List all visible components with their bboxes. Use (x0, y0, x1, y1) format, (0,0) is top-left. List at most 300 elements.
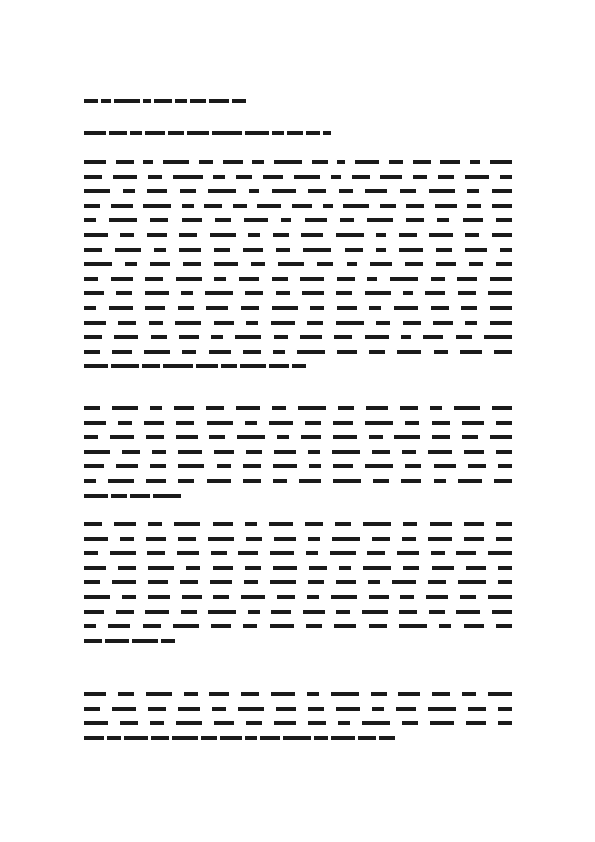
word-block (287, 131, 303, 135)
text-line (84, 129, 450, 137)
word-block (402, 721, 418, 725)
word-block (186, 566, 200, 570)
text-line (84, 260, 512, 268)
word-block (84, 406, 100, 410)
word-block (177, 551, 199, 555)
word-block (490, 306, 512, 310)
word-block (456, 335, 472, 339)
word-block (488, 291, 512, 295)
word-block (372, 537, 390, 541)
word-block (389, 160, 403, 164)
paragraph-4 (84, 690, 512, 748)
word-block (271, 610, 291, 614)
word-block (369, 435, 383, 439)
word-block (123, 189, 135, 193)
word-block (213, 566, 233, 570)
word-block (246, 721, 262, 725)
word-block (248, 610, 260, 614)
word-block (334, 335, 352, 339)
word-block (488, 595, 512, 599)
word-block (151, 335, 167, 339)
word-block (175, 99, 187, 103)
word-block (178, 479, 194, 483)
word-block (303, 610, 325, 614)
word-block (343, 204, 369, 208)
word-block (362, 721, 390, 725)
word-block (180, 189, 196, 193)
word-block (120, 537, 134, 541)
word-block (402, 537, 416, 541)
word-block (403, 522, 417, 526)
text-line (84, 158, 512, 166)
word-block (369, 350, 385, 354)
word-block (145, 610, 169, 614)
word-block (314, 736, 328, 740)
word-block (213, 522, 233, 526)
word-block (401, 479, 421, 483)
word-block (330, 551, 356, 555)
word-block (269, 421, 293, 425)
word-block (213, 175, 225, 179)
word-block (401, 335, 411, 339)
text-line (84, 719, 512, 727)
word-block (120, 721, 138, 725)
text-line (84, 362, 512, 370)
word-block (429, 189, 455, 193)
text-line (84, 419, 512, 427)
word-block (199, 160, 213, 164)
word-block (301, 233, 323, 237)
word-block (335, 522, 351, 526)
word-block (114, 99, 140, 103)
word-block (206, 406, 224, 410)
word-block (174, 522, 200, 526)
word-block (84, 99, 98, 103)
word-block (269, 522, 293, 526)
word-block (454, 406, 480, 410)
word-block (492, 610, 512, 614)
word-block (84, 566, 106, 570)
word-block (308, 580, 324, 584)
word-block (369, 306, 381, 310)
word-block (206, 306, 228, 310)
word-block (272, 131, 284, 135)
word-block (464, 624, 484, 628)
word-block (337, 306, 357, 310)
word-block (272, 306, 298, 310)
word-block (180, 580, 198, 584)
word-block (145, 277, 163, 281)
word-block (376, 233, 386, 237)
word-block (84, 707, 100, 711)
word-block (116, 610, 134, 614)
word-block (428, 580, 446, 584)
word-block (339, 189, 353, 193)
word-block (270, 551, 294, 555)
word-block (161, 639, 175, 643)
text-line (84, 202, 512, 210)
word-block (492, 204, 512, 208)
word-block (271, 692, 295, 696)
word-block (244, 580, 258, 584)
paragraph-3 (84, 520, 512, 651)
word-block (331, 175, 341, 179)
word-block (336, 580, 356, 584)
word-block (465, 321, 477, 325)
word-block (380, 175, 402, 179)
word-block (184, 692, 198, 696)
word-block (301, 435, 321, 439)
word-block (245, 131, 269, 135)
word-block (109, 306, 133, 310)
word-block (307, 595, 319, 599)
word-block (283, 736, 311, 740)
word-block (333, 479, 361, 483)
word-block (245, 522, 257, 526)
word-block (281, 218, 291, 222)
word-block (147, 551, 165, 555)
word-block (175, 321, 201, 325)
word-block (492, 406, 512, 410)
word-block (84, 189, 110, 193)
word-block (363, 522, 391, 526)
word-block (308, 721, 326, 725)
word-block (464, 522, 484, 526)
text-line (84, 622, 512, 630)
text-line (84, 690, 512, 698)
word-block (211, 335, 223, 339)
word-block (130, 131, 142, 135)
word-block (490, 321, 512, 325)
word-block (84, 131, 106, 135)
word-block (145, 306, 165, 310)
word-block (496, 537, 512, 541)
word-block (154, 248, 166, 252)
word-block (84, 160, 106, 164)
word-block (212, 707, 226, 711)
word-block (274, 160, 302, 164)
word-block (263, 175, 283, 179)
word-block (355, 160, 379, 164)
word-block (214, 248, 230, 252)
word-block (345, 248, 363, 252)
word-block (215, 218, 231, 222)
word-block (272, 277, 288, 281)
word-block (431, 306, 449, 310)
text-line (84, 608, 512, 616)
word-block (376, 248, 386, 252)
word-block (425, 291, 445, 295)
word-block (154, 99, 172, 103)
word-block (365, 291, 391, 295)
word-block (332, 537, 360, 541)
word-block (174, 406, 194, 410)
word-block (146, 537, 166, 541)
word-block (371, 692, 387, 696)
text-line (84, 593, 512, 601)
word-block (467, 189, 479, 193)
word-block (84, 494, 108, 498)
word-block (143, 204, 171, 208)
word-block (111, 494, 127, 498)
word-block (338, 721, 350, 725)
word-block (239, 277, 259, 281)
text-line (84, 433, 512, 441)
word-block (458, 291, 476, 295)
word-block (333, 421, 353, 425)
word-block (187, 131, 209, 135)
word-block (84, 551, 98, 555)
word-block (336, 610, 350, 614)
word-block (390, 277, 418, 281)
word-block (484, 335, 512, 339)
word-block (84, 248, 102, 252)
word-block (428, 707, 456, 711)
word-block (112, 707, 136, 711)
word-block (423, 335, 443, 339)
word-block (274, 450, 296, 454)
word-block (271, 321, 295, 325)
word-block (494, 479, 512, 483)
word-block (336, 233, 364, 237)
word-block (114, 335, 138, 339)
word-block (178, 464, 204, 468)
word-block (114, 522, 136, 526)
word-block (305, 421, 321, 425)
word-block (120, 233, 134, 237)
word-block (433, 321, 453, 325)
word-block (207, 421, 233, 425)
word-block (178, 450, 202, 454)
word-block (110, 435, 134, 439)
word-block (245, 421, 257, 425)
word-block (150, 406, 162, 410)
word-block (132, 639, 158, 643)
word-block (274, 537, 296, 541)
word-block (432, 421, 450, 425)
word-block (150, 218, 168, 222)
word-block (492, 233, 512, 237)
text-line (84, 319, 512, 327)
word-block (84, 522, 102, 526)
word-block (211, 551, 227, 555)
word-block (310, 306, 324, 310)
word-block (245, 736, 257, 740)
word-block (469, 262, 483, 266)
word-block (179, 335, 199, 339)
word-block (84, 450, 110, 454)
word-block (457, 277, 477, 281)
word-block (214, 721, 234, 725)
word-block (209, 99, 229, 103)
word-block (272, 406, 286, 410)
word-block (84, 736, 104, 740)
word-block (399, 233, 417, 237)
word-block (352, 175, 370, 179)
word-block (458, 580, 486, 584)
word-block (465, 248, 487, 252)
word-block (365, 421, 393, 425)
word-block (130, 494, 150, 498)
word-block (434, 464, 456, 468)
word-block (362, 610, 388, 614)
word-block (111, 364, 139, 368)
word-block (176, 421, 194, 425)
word-block (496, 218, 512, 222)
word-block (276, 248, 290, 252)
word-block (118, 566, 136, 570)
word-block (429, 233, 453, 237)
word-block (307, 321, 323, 325)
word-block (182, 350, 196, 354)
word-block (112, 580, 136, 584)
word-block (173, 175, 203, 179)
word-block (148, 566, 174, 570)
word-block (430, 522, 452, 526)
word-block (163, 364, 193, 368)
word-block (217, 464, 231, 468)
word-block (178, 306, 194, 310)
word-block (270, 580, 296, 584)
word-block (462, 435, 478, 439)
word-block (163, 160, 189, 164)
word-block (273, 464, 297, 468)
word-block (300, 335, 322, 339)
word-block (211, 624, 231, 628)
word-block (153, 494, 181, 498)
word-block (492, 189, 512, 193)
word-block (498, 707, 512, 711)
word-block (84, 262, 112, 266)
text-line (84, 246, 512, 254)
word-block (145, 131, 165, 135)
word-block (380, 204, 396, 208)
word-block (84, 610, 104, 614)
word-block (152, 450, 166, 454)
word-block (277, 595, 295, 599)
text-line (84, 578, 512, 586)
word-block (112, 406, 138, 410)
word-block (428, 537, 452, 541)
word-block (430, 721, 454, 725)
word-block (236, 175, 252, 179)
word-block (394, 306, 418, 310)
word-block (196, 364, 218, 368)
word-block (431, 277, 445, 281)
word-block (147, 189, 167, 193)
word-block (150, 721, 164, 725)
word-block (84, 321, 106, 325)
word-block (144, 350, 170, 354)
word-block (405, 262, 423, 266)
word-block (269, 364, 289, 368)
word-block (498, 721, 512, 725)
word-block (436, 262, 456, 266)
word-block (245, 566, 261, 570)
word-block (176, 721, 202, 725)
word-block (151, 736, 169, 740)
word-block (246, 450, 262, 454)
word-block (399, 610, 417, 614)
word-block (118, 421, 132, 425)
word-block (273, 233, 289, 237)
word-block (238, 707, 264, 711)
text-line (84, 216, 512, 224)
word-block (146, 479, 166, 483)
word-block (84, 421, 106, 425)
document-subtitle (84, 129, 450, 144)
word-block (237, 435, 265, 439)
word-block (209, 350, 231, 354)
word-block (112, 350, 132, 354)
word-block (84, 364, 108, 368)
word-block (84, 277, 98, 281)
word-block (179, 233, 197, 237)
word-block (365, 189, 387, 193)
word-block (107, 736, 121, 740)
word-block (299, 479, 321, 483)
word-block (84, 464, 104, 468)
text-line (84, 448, 512, 456)
word-block (122, 450, 140, 454)
word-block (276, 291, 290, 295)
word-block (246, 321, 258, 325)
word-block (308, 450, 320, 454)
word-block (274, 335, 288, 339)
word-block (403, 566, 419, 570)
word-block (233, 204, 247, 208)
word-block (358, 736, 376, 740)
word-block (273, 566, 297, 570)
word-block (272, 189, 296, 193)
word-block (220, 736, 242, 740)
word-block (246, 537, 262, 541)
text-line (84, 705, 512, 713)
word-block (244, 218, 268, 222)
word-block (190, 99, 206, 103)
word-block (465, 175, 489, 179)
word-block (105, 639, 129, 643)
word-block (406, 218, 424, 222)
word-block (430, 406, 442, 410)
word-block (400, 595, 414, 599)
word-block (367, 277, 377, 281)
word-block (210, 233, 236, 237)
word-block (108, 624, 130, 628)
word-block (398, 692, 420, 696)
word-block (243, 350, 261, 354)
word-block (336, 321, 364, 325)
document-title (84, 97, 292, 112)
word-block (273, 479, 287, 483)
word-block (490, 160, 512, 164)
word-block (270, 624, 294, 628)
word-block (368, 580, 380, 584)
word-block (461, 306, 477, 310)
word-block (372, 707, 384, 711)
word-block (210, 580, 232, 584)
word-block (339, 566, 351, 570)
word-block (468, 464, 486, 468)
word-block (176, 435, 198, 439)
text-line (84, 173, 512, 181)
word-block (456, 551, 476, 555)
text-line (84, 535, 512, 543)
word-block (488, 692, 512, 696)
text-line (84, 348, 512, 356)
word-block (300, 277, 324, 281)
text-line (84, 231, 512, 239)
